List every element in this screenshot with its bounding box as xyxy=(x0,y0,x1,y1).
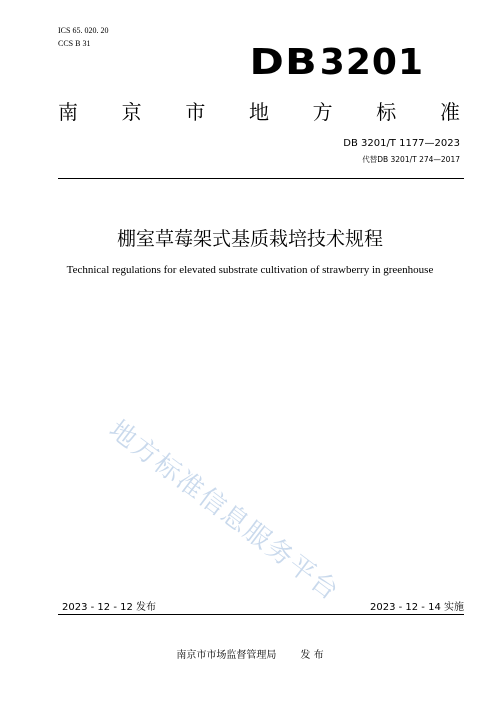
ics-code: ICS 65. 020. 20 xyxy=(58,26,109,35)
standard-number: DB 3201/T 1177—2023 xyxy=(343,138,460,149)
watermark: 地方标准信息服务平台 xyxy=(103,414,346,608)
city-char: 准 xyxy=(439,100,460,124)
city-char: 标 xyxy=(376,100,397,124)
city-char: 地 xyxy=(248,100,269,124)
db-logo xyxy=(250,42,424,83)
top-divider xyxy=(58,178,464,179)
publisher-org: 南京市市场监督管理局 xyxy=(176,650,277,661)
publisher-line xyxy=(0,646,500,661)
city-standard-heading xyxy=(58,96,460,125)
replaces-number: 代替DB 3201/T 274—2017 xyxy=(362,155,460,164)
city-char: 南 xyxy=(58,100,78,124)
issue-date: 2023 - 12 - 12 发布 xyxy=(62,602,157,613)
title-chinese: 棚室草莓架式基质栽培技术规程 xyxy=(116,228,383,250)
implement-date: 2023 - 12 - 14 实施 xyxy=(369,602,464,613)
city-char: 方 xyxy=(312,100,333,124)
db-logo-number: 3201 xyxy=(319,42,424,83)
city-char: 市 xyxy=(185,100,206,124)
city-char: 京 xyxy=(121,100,142,124)
ccs-code: CCS B 31 xyxy=(58,39,91,48)
title-english: Technical regulations for elevated substrate cultivation of strawberry in greenhouse xyxy=(66,264,434,276)
publisher-action: 发 布 xyxy=(300,650,324,661)
classification-codes xyxy=(58,24,108,50)
db-logo-letters: DB xyxy=(250,42,319,83)
bottom-divider xyxy=(58,614,464,615)
